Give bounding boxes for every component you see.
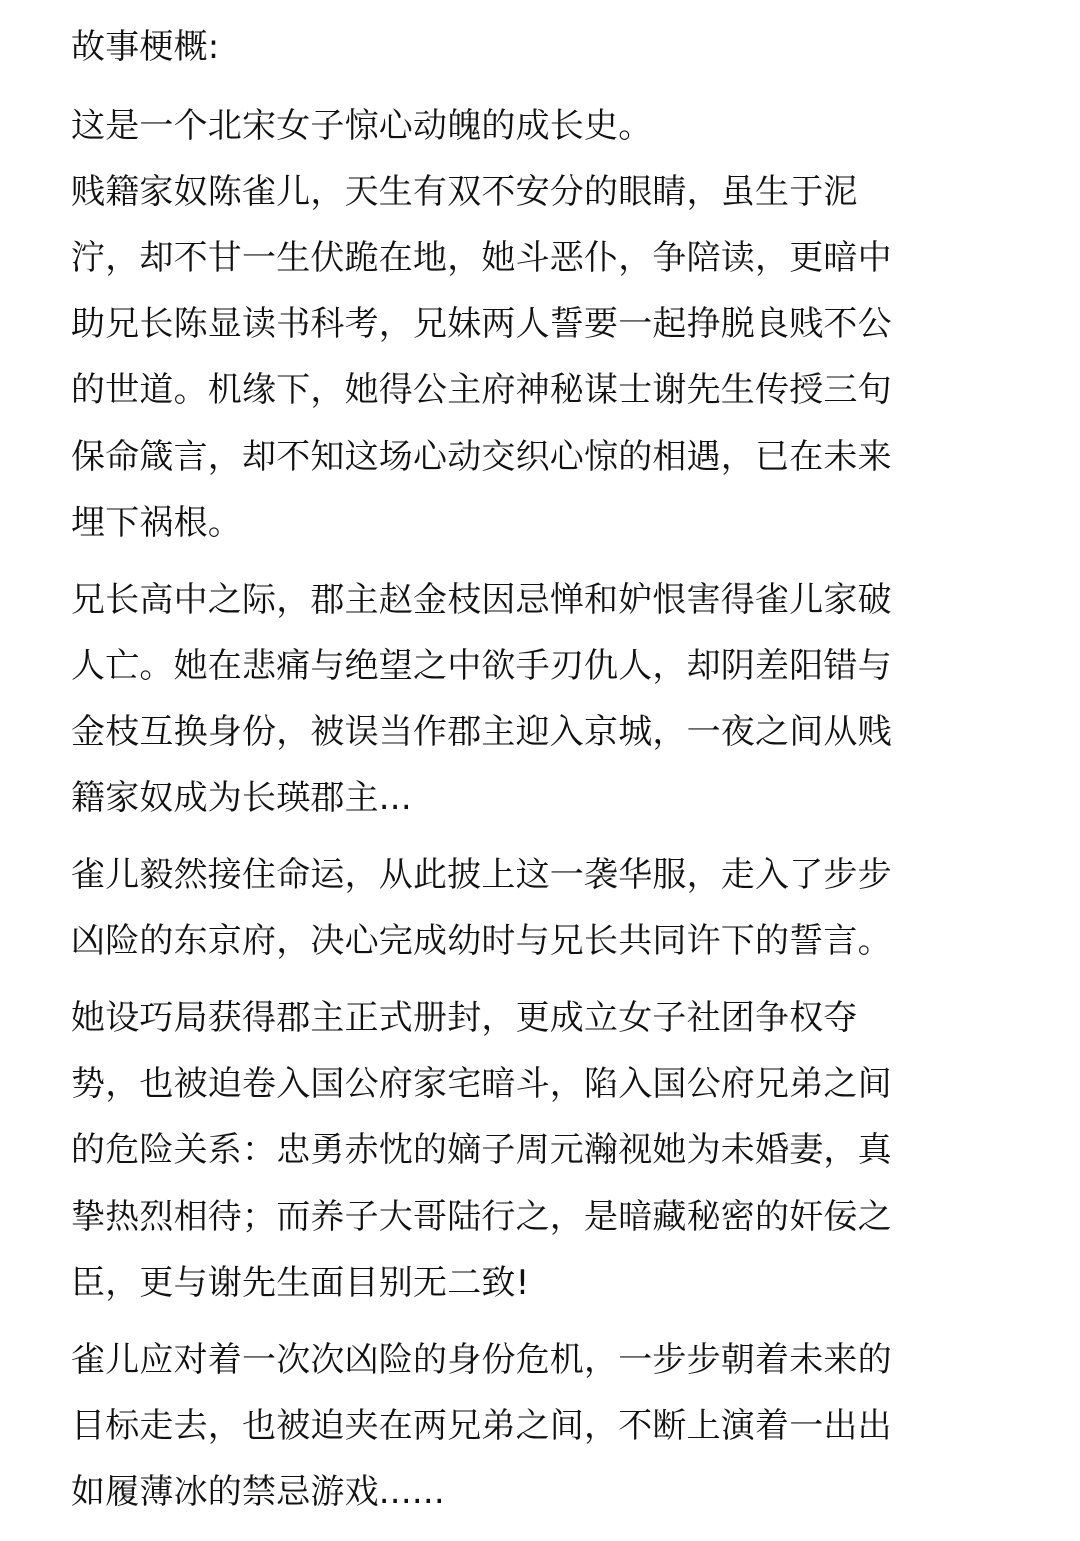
text-line: 雀儿毅然接住命运，从此披上这一袭华服，走入了步步: [71, 855, 892, 895]
text-line: 人亡。她在悲痛与绝望之中欲手刃仇人，却阴差阳错与: [71, 646, 892, 686]
text-line: 助兄长陈显读书科考，兄妹两人誓要一起挣脱良贱不公: [71, 304, 892, 344]
text-line: 籍家奴成为长瑛郡主...: [71, 778, 412, 818]
text-line: 兄长高中之际，郡主赵金枝因忌惮和妒恨害得雀儿家破: [71, 580, 892, 620]
text-line: 如履薄冰的禁忌游戏......: [71, 1472, 445, 1512]
text-line: 的危险关系：忠勇赤忱的嫡子周元瀚视她为未婚妻，真: [71, 1130, 892, 1170]
text-line: 雀儿应对着一次次凶险的身份危机，一步步朝着未来的: [71, 1340, 892, 1380]
text-line: 臣，更与谢先生面目别无二致!: [71, 1263, 530, 1303]
text-line: 贱籍家奴陈雀儿，天生有双不安分的眼睛，虽生于泥: [71, 172, 858, 212]
text-line: 这是一个北宋女子惊心动魄的成长史。: [71, 106, 653, 146]
text-line: 她设巧局获得郡主正式册封，更成立女子社团争权夺: [71, 998, 858, 1038]
text-line: 的世道。机缘下，她得公主府神秘谋士谢先生传授三句: [71, 370, 892, 410]
text-line: 埋下祸根。: [71, 503, 242, 543]
text-line: 金枝互换身份，被误当作郡主迎入京城，一夜之间从贱: [71, 712, 892, 752]
text-line: 泞，却不甘一生伏跪在地，她斗恶仆，争陪读，更暗中: [71, 238, 892, 278]
text-line: 凶险的东京府，决心完成幼时与兄长共同许下的誓言。: [71, 921, 892, 961]
text-line-title: 故事梗概:: [71, 27, 220, 67]
text-line: 挚热烈相待；而养子大哥陆行之，是暗藏秘密的奸佞之: [71, 1197, 892, 1237]
text-line: 目标走去，也被迫夹在两兄弟之间，不断上演着一出出: [71, 1406, 892, 1446]
text-line: 势，也被迫卷入国公府家宅暗斗，陷入国公府兄弟之间: [71, 1064, 892, 1104]
text-line: 保命箴言，却不知这场心动交织心惊的相遇，已在未来: [71, 437, 892, 477]
